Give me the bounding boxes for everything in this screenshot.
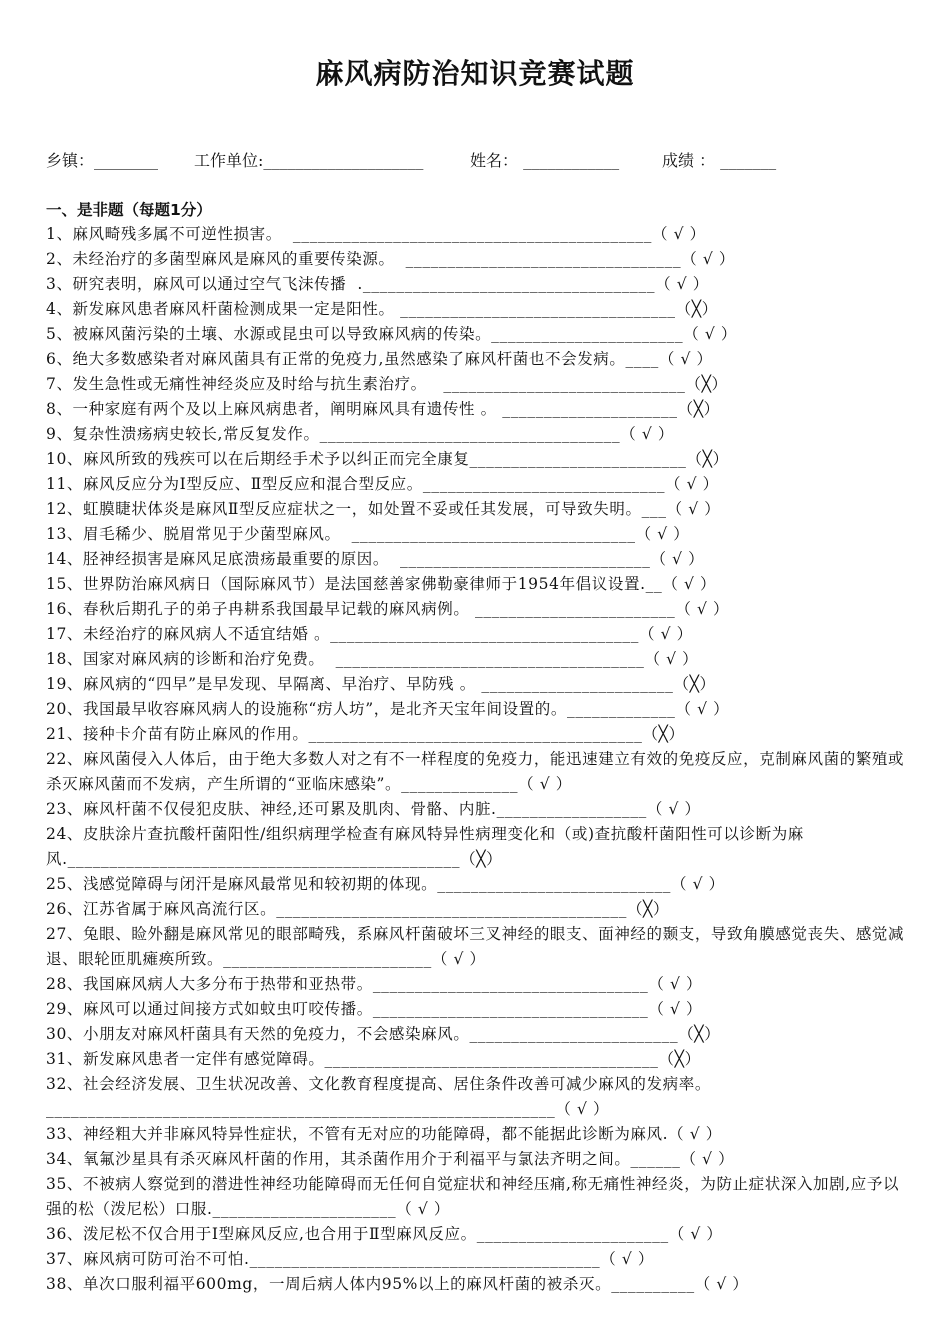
question-text: 19、麻风病的“四早”是早发现、早隔离、早治疗、早防残 。: [46, 675, 476, 693]
answer-mark: （ √ ）: [675, 600, 730, 618]
answer-mark: （ √ ）: [665, 475, 719, 493]
answer-blank[interactable]: ___: [641, 500, 667, 518]
answer-blank[interactable]: _______________________: [475, 675, 674, 693]
question-item: [46, 1072, 908, 1122]
question-text: 27、兔眼、睑外翻是麻风常见的眼部畸残，系麻风杆菌破坏三叉神经的眼支、面神经的颞支，导致角膜感觉丧失、感觉减退、眼轮匝肌瘫痪所致。: [46, 925, 905, 968]
question-item: [46, 1172, 908, 1222]
answer-blank[interactable]: ________________________________________: [308, 725, 643, 743]
answer-blank[interactable]: __________________________________________: [249, 1250, 601, 1268]
question-text: 31、新发麻风患者一定伴有感觉障碍。: [46, 1050, 325, 1068]
answer-blank[interactable]: ____________________________: [437, 875, 672, 893]
question-text: 37、麻风病可防可治不可怕.: [46, 1250, 250, 1268]
answer-mark: （ √ ）: [635, 525, 690, 543]
answer-blank[interactable]: _____________: [566, 700, 676, 718]
question-text: 5、被麻风菌污染的土壤、水源或昆虫可以导致麻风病的传染。: [46, 325, 492, 343]
answer-mark: （╳）: [658, 1050, 701, 1068]
answer-mark: （ √ ）: [671, 875, 725, 893]
answer-blank[interactable]: .___________________________________: [346, 275, 656, 293]
question-item: [46, 247, 908, 272]
question-text: 22、麻风菌侵入人体后，由于绝大多数人对之有不一样程度的免疫力，能迅速建立有效的免疫反应，克制麻风菌的繁殖或杀灭麻风菌而不发病，产生所谓的“亚临床感染”。: [46, 750, 905, 793]
question-item: [46, 497, 908, 522]
answer-mark: （╳）: [678, 1025, 721, 1043]
question-text: 17、未经治疗的麻风病人不适宜结婚 。: [46, 625, 331, 643]
question-item: [46, 1047, 908, 1072]
question-text: 35、不被病人察觉到的潜进性神经功能障碍而无任何自觉症状和神经压痛,称无痛性神经炎，为防止症状深入加剧,应予以强的松（泼尼松）口服.: [46, 1175, 900, 1218]
question-item: [46, 722, 908, 747]
answer-blank[interactable]: _____________________________________: [324, 650, 645, 668]
answer-mark: （ √ ）: [680, 1150, 735, 1168]
question-text: 20、我国最早收容麻风病人的设施称“疠人坊”，是北齐天宝年间设置的。: [46, 700, 567, 718]
answer-mark: （ √ ）: [555, 1100, 610, 1118]
answer-blank[interactable]: __________: [611, 1275, 695, 1293]
answer-mark: （╳）: [685, 375, 728, 393]
name-field[interactable]: 姓名： ____________: [470, 151, 620, 170]
answer-blank[interactable]: ___________________________________________: [281, 225, 652, 243]
question-text: 4、新发麻风患者麻风杆菌检测成果一定是阳性。: [46, 300, 395, 318]
answer-mark: （ √ ）: [650, 550, 705, 568]
question-text: 24、皮肤涂片查抗酸杆菌阳性/组织病理学检查有麻风特异性病理变化和（或)查抗酸杆菌阳性可以诊断为麻风.: [46, 825, 804, 868]
answer-blank[interactable]: ______________________________: [388, 550, 651, 568]
question-item: [46, 322, 908, 347]
question-item: [46, 1247, 908, 1272]
question-item: [46, 447, 908, 472]
question-text: 33、神经粗大并非麻风特异性症状，不管有无对应的功能障碍，都不能据此诊断为麻风.: [46, 1125, 669, 1143]
answer-mark: （ √ ）: [655, 275, 709, 293]
question-text: 21、接种卡介苗有防止麻风的作用。: [46, 725, 309, 743]
question-item: [46, 272, 908, 297]
question-text: 34、氧氟沙星具有杀灭麻风杆菌的作用，其杀菌作用介于利福平与氯法齐明之间。: [46, 1150, 631, 1168]
question-text: 15、世界防治麻风病日（国际麻风节）是法国慈善家佛勒豪律师于1954年倡议设置.: [46, 575, 646, 593]
answer-blank[interactable]: _________________________: [469, 1025, 679, 1043]
question-item: [46, 672, 908, 697]
question-text: 12、虹膜睫状体炎是麻风Ⅱ型反应症状之一，如处置不妥或任其发展，可导致失明。: [46, 500, 642, 518]
question-text: 23、麻风杆菌不仅侵犯皮肤、神经,还可累及肌肉、骨骼、内脏.: [46, 800, 497, 818]
question-item: [46, 1222, 908, 1247]
question-item: [46, 597, 908, 622]
answer-mark: （ √ ）: [396, 1200, 450, 1218]
answer-blank[interactable]: _________________________________: [394, 300, 676, 318]
answer-blank[interactable]: _____________________: [496, 400, 678, 418]
question-text: 38、单次口服利福平600mg，一周后病人体内95%以上的麻风杆菌的被杀灭。: [46, 1275, 612, 1293]
answer-blank[interactable]: _____________________________: [422, 475, 666, 493]
question-item: [46, 697, 908, 722]
answer-mark: （ √ ）: [620, 425, 674, 443]
question-text: 16、春秋后期孔子的弟子冉耕系我国最早记载的麻风病例。: [46, 600, 470, 618]
answer-mark: （ √ ）: [431, 950, 486, 968]
question-item: [46, 622, 908, 647]
question-item: [46, 472, 908, 497]
answer-mark: （╳）: [642, 725, 685, 743]
question-item: [46, 897, 908, 922]
answer-mark: （ √ ）: [668, 1125, 722, 1143]
answer-mark: （╳）: [460, 850, 503, 868]
answer-mark: （ √ ）: [668, 1225, 723, 1243]
question-text: 18、国家对麻风病的诊断和治疗免费。: [46, 650, 325, 668]
question-item: [46, 747, 908, 797]
question-item: [46, 297, 908, 322]
answer-blank[interactable]: ______: [630, 1150, 681, 1168]
question-text: 2、未经治疗的多菌型麻风是麻风的重要传染源。: [46, 250, 395, 268]
answer-mark: （ √ ）: [681, 250, 735, 268]
question-text: 26、江苏省属于麻风高流行区。: [46, 900, 277, 918]
question-text: 28、我国麻风病人大多分布于热带和亚热带。: [46, 975, 373, 993]
question-text: 13、眉毛稀少、脱眉常见于少菌型麻风。: [46, 525, 341, 543]
answer-mark: （ √ ）: [662, 575, 717, 593]
answer-blank[interactable]: _____________________________________: [330, 625, 640, 643]
question-item: [46, 347, 908, 372]
question-text: 9、复杂性溃疡病史较长,常反复发作。: [46, 425, 320, 443]
question-text: 7、发生急性或无痛性神经炎应及时给与抗生素治疗。: [46, 375, 427, 393]
answer-mark: （ √ ）: [646, 800, 701, 818]
answer-mark: （ √ ）: [666, 500, 721, 518]
question-item: [46, 1122, 908, 1147]
question-item: [46, 822, 908, 872]
answer-blank[interactable]: __________________________: [469, 450, 687, 468]
answer-mark: （ √ ）: [518, 775, 572, 793]
question-item: [46, 972, 908, 997]
answer-blank[interactable]: __________________: [496, 800, 647, 818]
question-item: [46, 1147, 908, 1172]
question-item: [46, 522, 908, 547]
answer-blank[interactable]: _____________________________: [426, 375, 686, 393]
answer-mark: （ √ ）: [648, 975, 703, 993]
township-field[interactable]: 乡镇：________: [46, 151, 159, 170]
answer-mark: （ √ ）: [600, 1250, 654, 1268]
answer-mark: （ √ ）: [683, 325, 737, 343]
answer-blank[interactable]: ____: [625, 350, 659, 368]
answer-blank[interactable]: _________________________: [223, 950, 432, 968]
page-title: 麻风病防治知识竞赛试题: [315, 57, 635, 90]
answer-mark: （╳）: [673, 675, 716, 693]
answer-mark: （╳）: [626, 900, 670, 918]
question-item: [46, 1022, 908, 1047]
answer-blank[interactable]: ______________________: [212, 1200, 397, 1218]
answer-mark: （ √ ）: [675, 700, 730, 718]
question-item: [46, 797, 908, 822]
answer-blank[interactable]: _________________________________: [372, 1000, 649, 1018]
answer-blank[interactable]: _________________________________: [394, 250, 682, 268]
section-heading: 一、是非题（每题1分）: [46, 201, 212, 219]
question-text: 1、麻风畸残多属不可逆性损害。: [46, 225, 282, 243]
question-text: 10、麻风所致的残疾可以在后期经手术予以纠正而完全康复: [46, 450, 470, 468]
answer-mark: （ √ ）: [648, 1000, 703, 1018]
question-item: [46, 997, 908, 1022]
answer-blank[interactable]: _______________________: [491, 325, 684, 343]
question-item: [46, 572, 908, 597]
answer-blank[interactable]: __________________________________: [340, 525, 636, 543]
answer-mark: （ √ ）: [651, 225, 706, 243]
question-text: 29、麻风可以通过间接方式如蚊虫叮咬传播。: [46, 1000, 373, 1018]
question-text: 36、泼尼松不仅合用于Ⅰ型麻风反应,也合用于Ⅱ型麻风反应。: [46, 1225, 477, 1243]
question-text: 6、绝大多数感染者对麻风菌具有正常的免疫力,虽然感染了麻风杆菌也不会发病。: [46, 350, 626, 368]
question-item: [46, 422, 908, 447]
question-item: [46, 1272, 908, 1297]
question-item: [46, 872, 908, 897]
question-text: 32、社会经济发展、卫生状况改善、文化教育程度提高、居住条件改善可减少麻风的发病率。: [46, 1075, 711, 1093]
score-field[interactable]: 成绩 ： _______: [662, 151, 777, 170]
question-text: 11、麻风反应分为Ⅰ型反应、Ⅱ型反应和混合型反应。: [46, 475, 423, 493]
answer-mark: （╳）: [675, 300, 718, 318]
answer-mark: （╳）: [677, 400, 720, 418]
header-fields: [46, 148, 906, 172]
question-text: 8、一种家庭有两个及以上麻风病患者，阐明麻风具有遗传性 。: [46, 400, 497, 418]
question-item: [46, 922, 908, 972]
answer-blank[interactable]: ____________________________________: [319, 425, 621, 443]
answer-blank[interactable]: _______________________: [476, 1225, 669, 1243]
answer-blank[interactable]: __________________________________________: [276, 900, 627, 918]
answer-mark: （ √ ）: [644, 650, 699, 668]
answer-blank[interactable]: ______________: [401, 775, 519, 793]
answer-blank[interactable]: _______________________________________________: [67, 850, 461, 868]
question-item: [46, 222, 908, 247]
answer-mark: （ √ ）: [694, 1275, 749, 1293]
answer-blank[interactable]: __: [645, 575, 663, 593]
question-text: 14、胫神经损害是麻风足底溃疡最重要的原因。: [46, 550, 389, 568]
answer-blank[interactable]: ________________________________________: [324, 1050, 659, 1068]
answer-blank[interactable]: ________________________: [469, 600, 676, 618]
answer-mark: （ √ ）: [658, 350, 713, 368]
question-text: 25、浅感觉障碍与闭汗是麻风最常见和较初期的体现。: [46, 875, 438, 893]
answer-mark: （╳）: [686, 450, 729, 468]
workplace-field[interactable]: 工作单位:____________________: [194, 151, 424, 170]
answer-mark: （ √ ）: [639, 625, 693, 643]
question-text: 30、小朋友对麻风杆菌具有天然的免疫力，不会感染麻风。: [46, 1025, 470, 1043]
question-item: [46, 397, 908, 422]
question-item: [46, 647, 908, 672]
answer-blank[interactable]: _________________________________: [372, 975, 649, 993]
question-text: 3、研究表明，麻风可以通过空气飞沫传播: [46, 275, 347, 293]
question-item: [46, 372, 908, 397]
answer-blank[interactable]: _____________________________________________________________: [46, 1100, 556, 1118]
question-item: [46, 547, 908, 572]
